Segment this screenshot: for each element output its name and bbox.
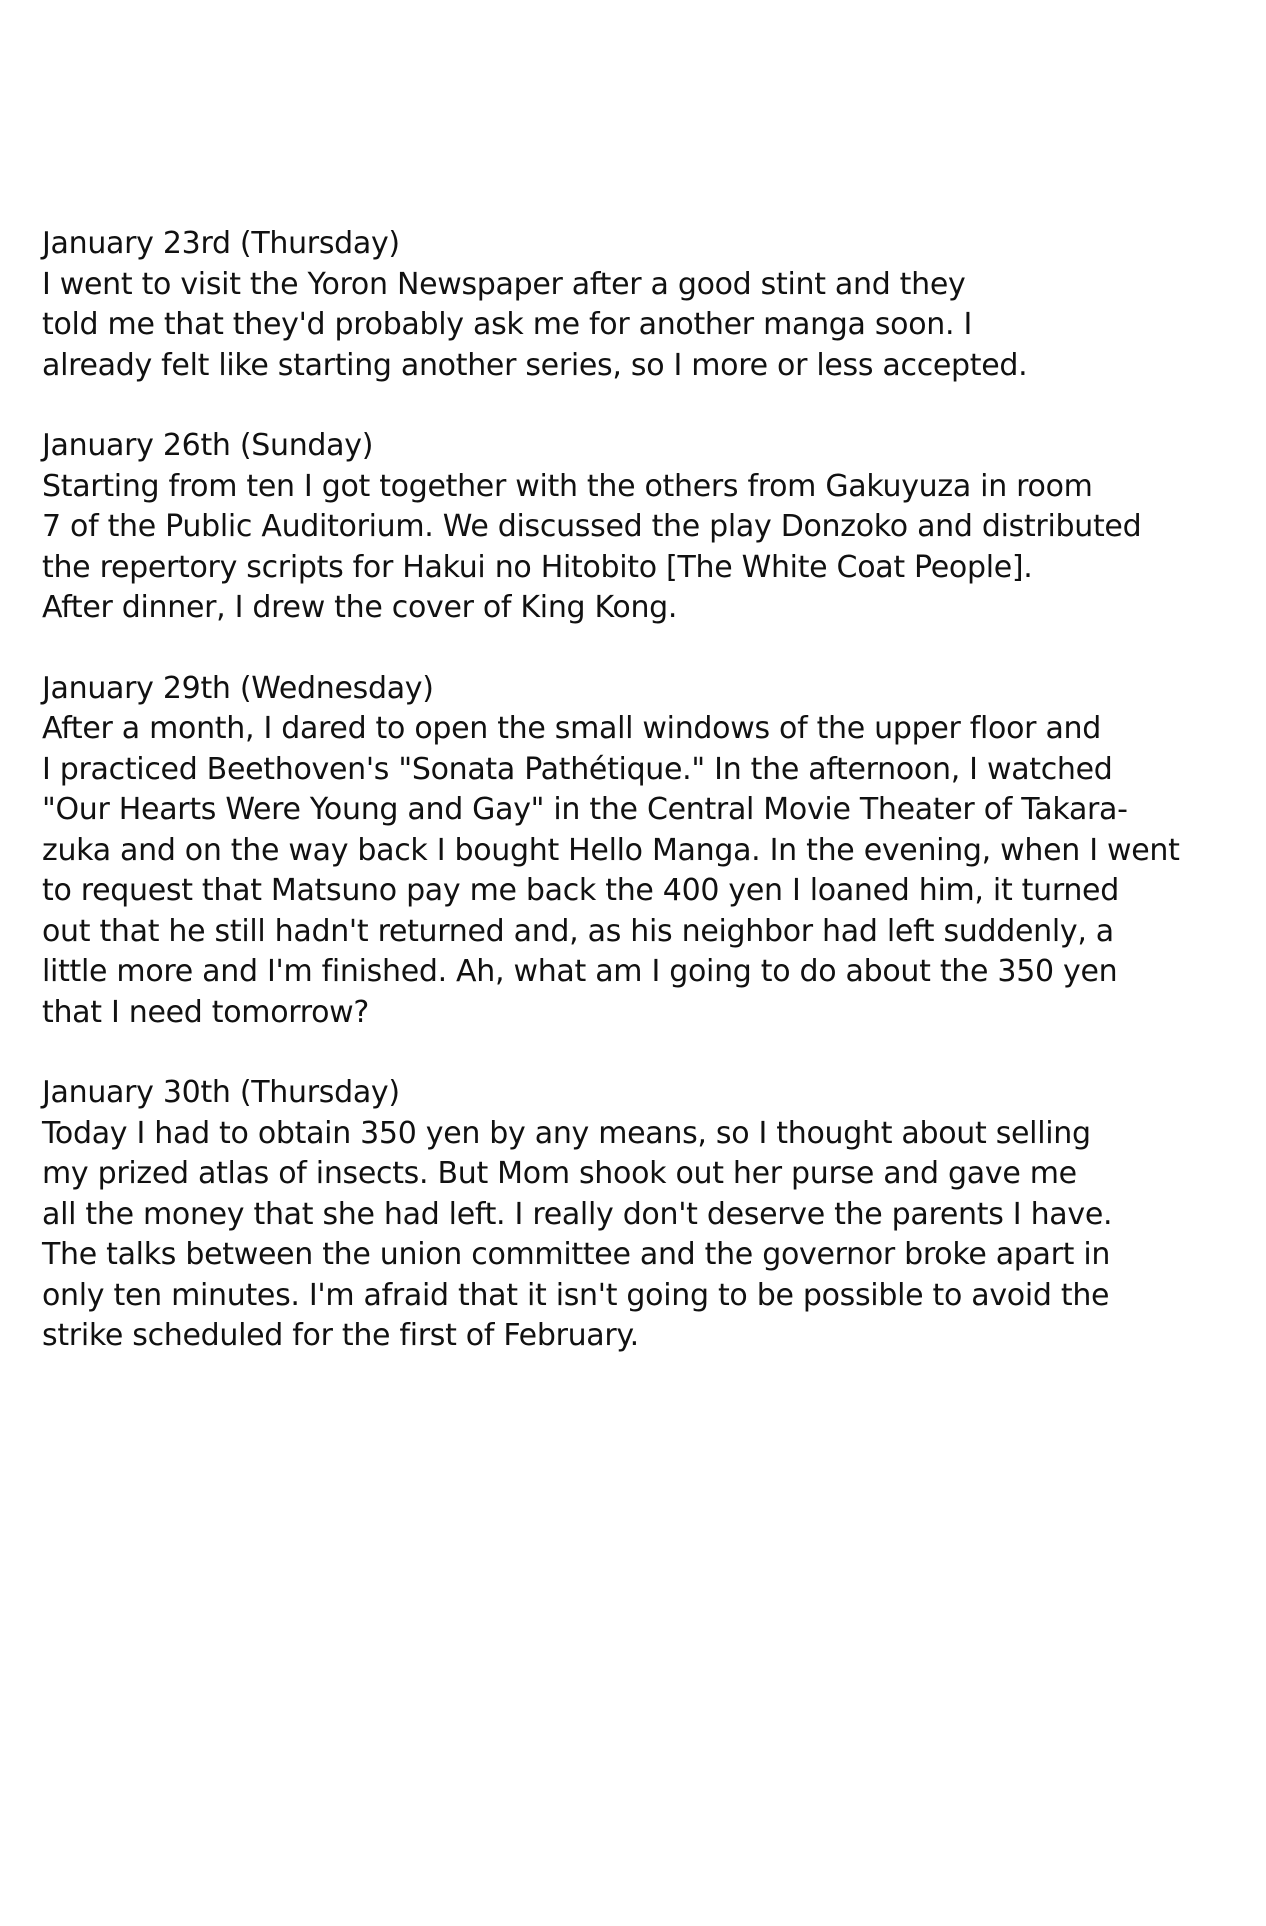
entry-line: told me that they'd probably ask me for another manga soon. I xyxy=(42,307,973,342)
entry-date: January 26th (Sunday) xyxy=(42,428,374,463)
entry-date: January 23rd (Thursday) xyxy=(42,226,400,261)
entry-line: After a month, I dared to open the small windows of the upper floor and xyxy=(42,711,1101,746)
entry-line: that I need tomorrow? xyxy=(42,994,370,1030)
diary-text xyxy=(42,224,1242,1397)
diary-entry xyxy=(42,1073,1242,1357)
entry-line: all the money that she had left. I really don't deserve the parents I have. xyxy=(42,1196,1113,1232)
entry-line: After dinner, I drew the cover of King Kong. xyxy=(42,590,678,625)
entry-line: Today I had to obtain 350 yen by any means, so I thought about selling xyxy=(42,1115,1091,1151)
entry-line: "Our Hearts Were Young and Gay" in the Central Movie Theater of Takara- xyxy=(42,792,1128,827)
diary-entry xyxy=(42,224,1242,386)
entry-line: already felt like starting another series, so I more or less accepted. xyxy=(42,347,1028,383)
entry-line: strike scheduled for the first of February. xyxy=(42,1318,639,1353)
entry-line: little more and I'm finished. Ah, what am I going to do about the 350 yen xyxy=(42,954,1118,989)
entry-line: 7 of the Public Auditorium. We discussed the play Donzoko and distributed xyxy=(42,509,1142,544)
entry-line: zuka and on the way back I bought Hello Manga. In the evening, when I went xyxy=(42,832,1180,868)
entry-date: January 29th (Wednesday) xyxy=(42,670,434,706)
entry-line: only ten minutes. I'm afraid that it isn't going to be possible to avoid the xyxy=(42,1277,1110,1313)
entry-line: Starting from ten I got together with the others from Gakuyuza in room xyxy=(42,468,1093,504)
diary-entry xyxy=(42,669,1242,1034)
entry-line: I went to visit the Yoron Newspaper after a good stint and they xyxy=(42,266,966,302)
entry-date: January 30th (Thursday) xyxy=(42,1075,400,1110)
entry-line: The talks between the union committee and the governor broke apart in xyxy=(42,1237,1111,1272)
entry-line: the repertory scripts for Hakui no Hitobito [The White Coat People]. xyxy=(42,549,1033,585)
entry-line: out that he still hadn't returned and, as his neighbor had left suddenly, a xyxy=(42,913,1114,949)
diary-entry xyxy=(42,426,1242,629)
entry-line: to request that Matsuno pay me back the 400 yen I loaned him, it turned xyxy=(42,873,1119,908)
entry-line: my prized atlas of insects. But Mom shook out her purse and gave me xyxy=(42,1156,1077,1191)
entry-line: I practiced Beethoven's "Sonata Pathétique." In the afternoon, I watched xyxy=(42,751,1113,787)
